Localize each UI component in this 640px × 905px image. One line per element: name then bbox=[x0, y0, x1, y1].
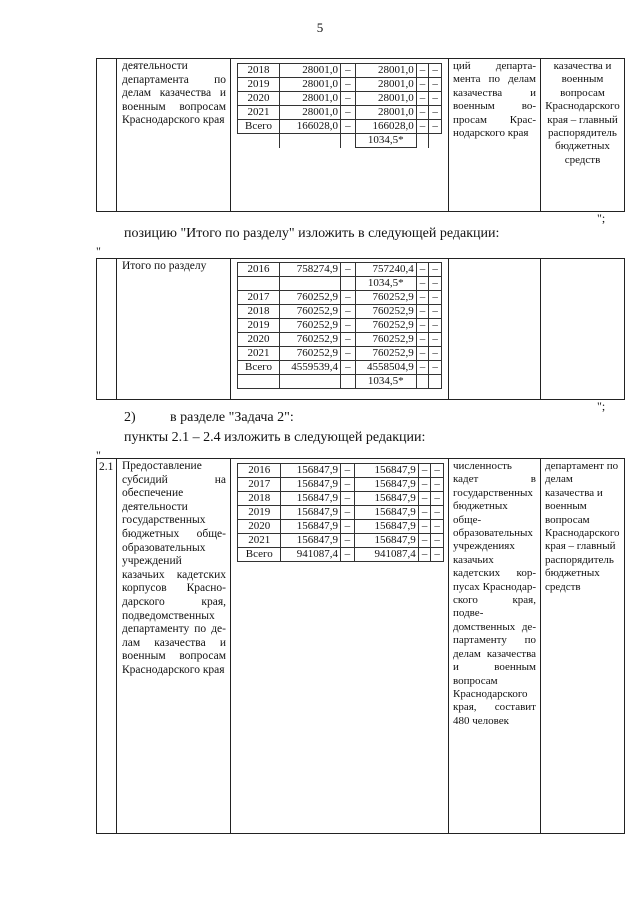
municipal-cell: – bbox=[416, 291, 429, 305]
year-cell: 2016 bbox=[238, 263, 280, 277]
table-row bbox=[238, 361, 442, 375]
municipal-cell bbox=[416, 375, 429, 389]
other-cell: – bbox=[429, 64, 442, 78]
regional-cell: 28001,0 bbox=[355, 78, 416, 92]
regional-cell: 156847,9 bbox=[354, 534, 418, 548]
table-row bbox=[238, 492, 444, 506]
page-number: 5 bbox=[316, 20, 324, 35]
opening-quote: " bbox=[96, 448, 101, 462]
municipal-cell: – bbox=[416, 64, 429, 78]
number-cell bbox=[97, 259, 117, 400]
municipal-cell: – bbox=[416, 78, 429, 92]
regional-cell: 1034,5* bbox=[355, 375, 416, 389]
table-row bbox=[238, 520, 444, 534]
federal-cell: – bbox=[340, 506, 354, 520]
federal-cell: – bbox=[340, 520, 354, 534]
year-cell: Всего bbox=[238, 548, 281, 562]
table-row bbox=[238, 92, 442, 106]
total-cell: 760252,9 bbox=[280, 347, 341, 361]
regional-cell: 760252,9 bbox=[355, 319, 416, 333]
table-row bbox=[238, 106, 442, 120]
total-cell: 4559539,4 bbox=[280, 361, 341, 375]
total-cell: 156847,9 bbox=[281, 506, 341, 520]
table-row bbox=[238, 347, 442, 361]
year-cell: Всего bbox=[238, 361, 280, 375]
federal-cell: – bbox=[341, 291, 356, 305]
total-cell: 166028,0 bbox=[280, 120, 341, 134]
regional-cell: 757240,4 bbox=[355, 263, 416, 277]
other-cell: – bbox=[431, 506, 444, 520]
total-cell: 156847,9 bbox=[281, 534, 341, 548]
regional-cell: 4558504,9 bbox=[355, 361, 416, 375]
table-row bbox=[238, 277, 442, 291]
other-cell: – bbox=[429, 347, 442, 361]
municipal-cell: – bbox=[418, 464, 431, 478]
table-row bbox=[238, 548, 444, 562]
municipal-cell: – bbox=[418, 548, 431, 562]
other-cell: – bbox=[429, 277, 442, 291]
total-cell: 760252,9 bbox=[280, 319, 341, 333]
financing-cell bbox=[231, 259, 449, 400]
federal-cell: – bbox=[341, 361, 356, 375]
municipal-cell: – bbox=[416, 92, 429, 106]
year-cell: 2018 bbox=[238, 305, 280, 319]
year-cell: 2021 bbox=[238, 106, 280, 120]
regional-cell: 28001,0 bbox=[355, 106, 416, 120]
other-cell: – bbox=[431, 548, 444, 562]
total-cell: 28001,0 bbox=[280, 78, 341, 92]
table-row bbox=[238, 134, 442, 148]
other-cell: – bbox=[429, 106, 442, 120]
other-cell: – bbox=[429, 361, 442, 375]
federal-cell: – bbox=[341, 106, 356, 120]
regional-cell: 760252,9 bbox=[355, 333, 416, 347]
municipal-cell: – bbox=[416, 106, 429, 120]
federal-cell: – bbox=[341, 347, 356, 361]
regional-cell: 156847,9 bbox=[354, 478, 418, 492]
federal-cell: – bbox=[341, 78, 356, 92]
municipal-cell: – bbox=[418, 478, 431, 492]
year-cell: 2017 bbox=[238, 291, 280, 305]
other-cell: – bbox=[431, 520, 444, 534]
table-row bbox=[238, 375, 442, 389]
municipal-cell: – bbox=[416, 263, 429, 277]
federal-cell: – bbox=[340, 492, 354, 506]
municipal-cell: – bbox=[416, 333, 429, 347]
other-cell: – bbox=[431, 534, 444, 548]
other-cell: – bbox=[429, 78, 442, 92]
table-row bbox=[238, 478, 444, 492]
year-cell: 2020 bbox=[238, 520, 281, 534]
financing-cell bbox=[231, 459, 449, 834]
total-cell bbox=[280, 277, 341, 291]
executor-cell: департамент по делам казачества и военным вопросам Краснодарского края – главный распорядитель бюджетных средств bbox=[541, 459, 625, 834]
number-cell bbox=[97, 59, 117, 212]
table-fragment-section-total bbox=[96, 258, 625, 400]
total-cell bbox=[280, 375, 341, 389]
closing-quote: "; bbox=[597, 399, 606, 413]
total-cell: 941087,4 bbox=[281, 548, 341, 562]
year-cell: 2019 bbox=[238, 78, 280, 92]
municipal-cell: – bbox=[416, 305, 429, 319]
instruction-paragraph: позицию "Итого по разделу" изложить в следующей редакции: bbox=[124, 226, 500, 241]
municipal-cell: – bbox=[416, 120, 429, 134]
other-cell: – bbox=[431, 478, 444, 492]
table-row bbox=[238, 64, 442, 78]
table-row bbox=[238, 305, 442, 319]
executor-cell: казачества и военным вопросам Краснодарского края – главный распорядитель бюджетных средств bbox=[541, 59, 625, 212]
financing-rows bbox=[238, 464, 444, 562]
year-cell bbox=[238, 277, 280, 291]
other-cell: – bbox=[429, 120, 442, 134]
table-row bbox=[238, 78, 442, 92]
regional-cell: 760252,9 bbox=[355, 305, 416, 319]
total-cell: 28001,0 bbox=[280, 92, 341, 106]
regional-cell: 28001,0 bbox=[355, 64, 416, 78]
federal-cell: – bbox=[341, 64, 356, 78]
federal-cell: – bbox=[341, 120, 356, 134]
other-cell: – bbox=[431, 492, 444, 506]
year-cell: 2019 bbox=[238, 319, 280, 333]
year-cell: Всего bbox=[238, 120, 280, 134]
other-cell: – bbox=[431, 464, 444, 478]
regional-cell: 1034,5* bbox=[355, 277, 416, 291]
regional-cell: 156847,9 bbox=[354, 520, 418, 534]
year-cell: 2020 bbox=[238, 92, 280, 106]
total-cell: 156847,9 bbox=[281, 520, 341, 534]
federal-cell: – bbox=[341, 333, 356, 347]
federal-cell: – bbox=[340, 478, 354, 492]
table-row bbox=[238, 333, 442, 347]
regional-cell: 166028,0 bbox=[355, 120, 416, 134]
table-row bbox=[238, 464, 444, 478]
federal-cell bbox=[341, 375, 356, 389]
municipal-cell: – bbox=[418, 534, 431, 548]
regional-cell: 941087,4 bbox=[354, 548, 418, 562]
table-row bbox=[238, 291, 442, 305]
federal-cell: – bbox=[340, 534, 354, 548]
regional-cell: 156847,9 bbox=[354, 464, 418, 478]
year-cell bbox=[238, 375, 280, 389]
description-cell: Итого по разделу bbox=[117, 259, 231, 400]
result-cell bbox=[449, 259, 541, 400]
closing-quote: "; bbox=[597, 211, 606, 225]
federal-cell: – bbox=[341, 305, 356, 319]
description-cell: Предоставление субсидий на обеспечение деятельности государственных бюджетных общеобразовательных учреждений казачьих кадетских корпусов Краснодарского края, подведомственных департаменту по делам казачества и военным вопросам Краснодарского края bbox=[117, 459, 231, 834]
other-cell: – bbox=[429, 305, 442, 319]
year-cell: 2021 bbox=[238, 347, 280, 361]
regional-cell: 156847,9 bbox=[354, 506, 418, 520]
item-number-cell: 2.1 bbox=[97, 459, 117, 834]
regional-cell: 760252,9 bbox=[355, 347, 416, 361]
other-cell bbox=[429, 375, 442, 389]
table-row bbox=[238, 534, 444, 548]
municipal-cell: – bbox=[418, 520, 431, 534]
total-cell: 758274,9 bbox=[280, 263, 341, 277]
instruction-item-number: 2) bbox=[124, 410, 136, 425]
opening-quote: " bbox=[96, 244, 101, 258]
federal-cell: – bbox=[341, 92, 356, 106]
financing-rows bbox=[238, 64, 442, 134]
description-cell: деятельности департамента по делам казачества и военным вопросам Краснодарского края bbox=[117, 59, 231, 212]
instruction-paragraph: в разделе "Задача 2": bbox=[170, 410, 294, 425]
other-cell: – bbox=[429, 92, 442, 106]
regional-cell: 156847,9 bbox=[354, 492, 418, 506]
municipal-cell: – bbox=[416, 277, 429, 291]
year-cell: 2018 bbox=[238, 64, 280, 78]
federal-cell: – bbox=[340, 464, 354, 478]
executor-cell bbox=[541, 259, 625, 400]
table-fragment-item-2-1 bbox=[96, 458, 625, 834]
total-cell: 760252,9 bbox=[280, 291, 341, 305]
federal-cell bbox=[341, 277, 356, 291]
other-cell: – bbox=[429, 319, 442, 333]
federal-cell: – bbox=[340, 548, 354, 562]
year-cell: 2020 bbox=[238, 333, 280, 347]
financing-cell bbox=[231, 59, 449, 212]
total-cell: 28001,0 bbox=[280, 106, 341, 120]
financing-table bbox=[237, 63, 442, 148]
other-cell: – bbox=[429, 291, 442, 305]
regional-cell: 28001,0 bbox=[355, 92, 416, 106]
footnote-value: 1034,5* bbox=[355, 134, 416, 148]
year-cell: 2021 bbox=[238, 534, 281, 548]
federal-cell: – bbox=[341, 319, 356, 333]
regional-cell: 760252,9 bbox=[355, 291, 416, 305]
table-fragment-continuation bbox=[96, 58, 625, 212]
municipal-cell: – bbox=[418, 492, 431, 506]
federal-cell: – bbox=[341, 263, 356, 277]
result-cell: ций департамента по делам казачества и военным вопросам Краснодарского края bbox=[449, 59, 541, 212]
year-cell: 2017 bbox=[238, 478, 281, 492]
year-cell: 2018 bbox=[238, 492, 281, 506]
total-cell: 28001,0 bbox=[280, 64, 341, 78]
financing-rows bbox=[238, 263, 442, 389]
total-cell: 156847,9 bbox=[281, 492, 341, 506]
year-cell: 2016 bbox=[238, 464, 281, 478]
total-cell: 156847,9 bbox=[281, 464, 341, 478]
other-cell: – bbox=[429, 333, 442, 347]
result-cell: численность кадет в государственных бюджетных общеобразовательных учреждениях казачьих кадетских корпусах Краснодарского края, подведомственных департаменту по делам казачества и военным вопросам Краснодарского края, составит 480 человек bbox=[449, 459, 541, 834]
table-row bbox=[238, 263, 442, 277]
other-cell: – bbox=[429, 263, 442, 277]
total-cell: 156847,9 bbox=[281, 478, 341, 492]
financing-table bbox=[237, 262, 442, 389]
financing-table bbox=[237, 463, 444, 562]
total-cell: 760252,9 bbox=[280, 333, 341, 347]
municipal-cell: – bbox=[418, 506, 431, 520]
municipal-cell: – bbox=[416, 361, 429, 375]
instruction-paragraph: пункты 2.1 – 2.4 изложить в следующей редакции: bbox=[124, 430, 426, 445]
total-cell: 760252,9 bbox=[280, 305, 341, 319]
table-row bbox=[238, 319, 442, 333]
municipal-cell: – bbox=[416, 319, 429, 333]
table-row bbox=[238, 120, 442, 134]
table-row bbox=[238, 506, 444, 520]
year-cell: 2019 bbox=[238, 506, 281, 520]
municipal-cell: – bbox=[416, 347, 429, 361]
